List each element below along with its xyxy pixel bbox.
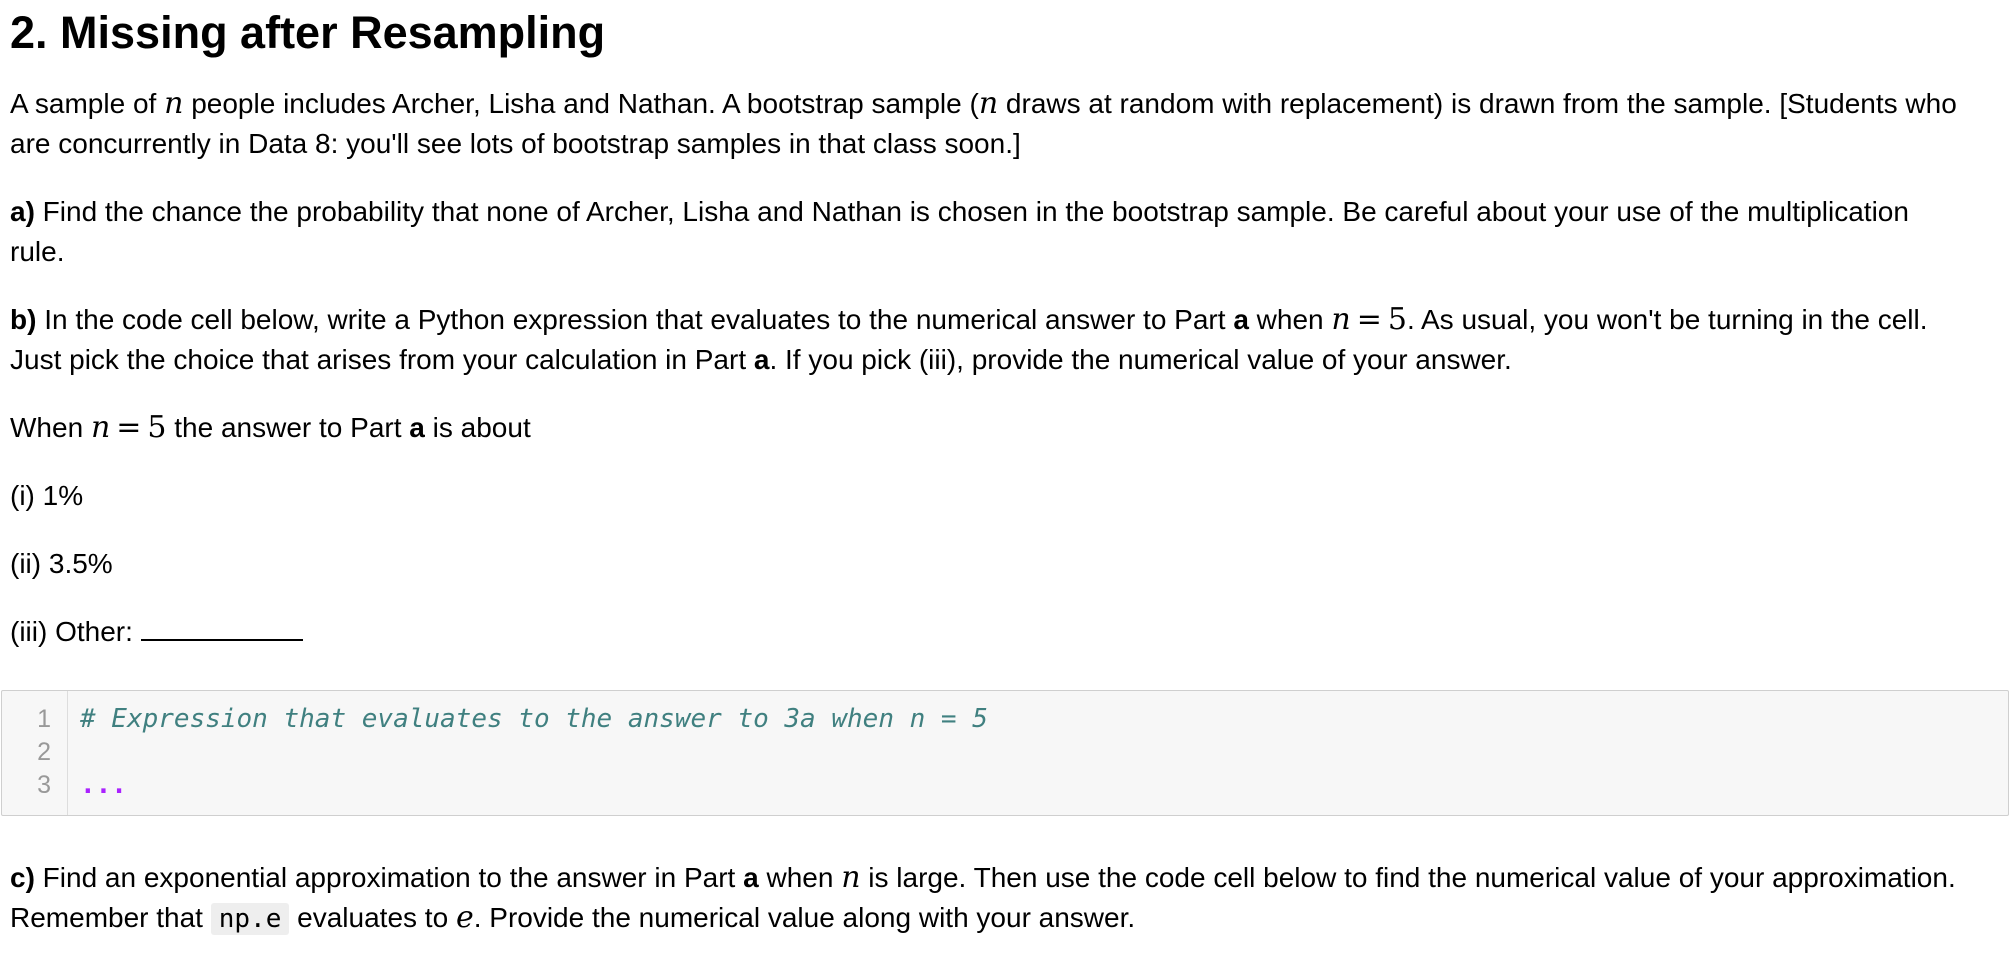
part-c-label: c)	[10, 862, 35, 893]
intro-paragraph: A sample of n people includes Archer, Lisha and Nathan. A bootstrap sample (n draws at random with replacement) is drawn from the sample. [Students who are concurrently in Data 8: you'll see lots of bootstrap samples in that class soon.]	[10, 86, 1957, 159]
choice-ii: (ii) 3.5%	[10, 548, 113, 579]
inline-code-np-e: np.e	[211, 903, 290, 935]
line-number-gutter	[2, 691, 68, 815]
choice-iii: (iii) Other:	[10, 612, 2002, 652]
code-comment-line[interactable]: # Expression that evaluates to the answer to 3a when n = 5	[80, 704, 988, 734]
section-heading: 2. Missing after Resampling	[10, 7, 606, 58]
part-b-paragraph: b) In the code cell below, write a Python expression that evaluates to the numerical answer to Part a when n = 5. As usual, you won't be turning in the cell. Just pick the choice that arises from your calculation in Part a. If you pick (iii), provide the numerical value of your answer.	[10, 302, 1928, 375]
part-a-label: a)	[10, 196, 35, 227]
part-c-paragraph: c) Find an exponential approximation to the answer in Part a when n is large. Then use the code cell below to find the numerical value of your approximation. Remember that np.e evaluates to e. Provide the numerical value along with your answer.	[10, 860, 1956, 935]
part-a-paragraph: a) Find the chance the probability that none of Archer, Lisha and Nathan is chosen in the bootstrap sample. Be careful about your use of the multiplication rule.	[10, 196, 1909, 267]
part-c-section	[10, 858, 2002, 939]
line-number: 3	[37, 771, 51, 799]
notebook-page	[10, 0, 2002, 652]
code-cell[interactable]	[1, 690, 2009, 816]
part-b-label: b)	[10, 304, 37, 335]
line-number: 1	[37, 705, 51, 733]
choice-i: (i) 1%	[10, 480, 84, 511]
answer-blank	[141, 617, 303, 641]
when-line: When n = 5 the answer to Part a is about	[10, 410, 531, 445]
line-number: 2	[37, 738, 51, 766]
code-ellipsis-line[interactable]: ...	[80, 770, 127, 800]
